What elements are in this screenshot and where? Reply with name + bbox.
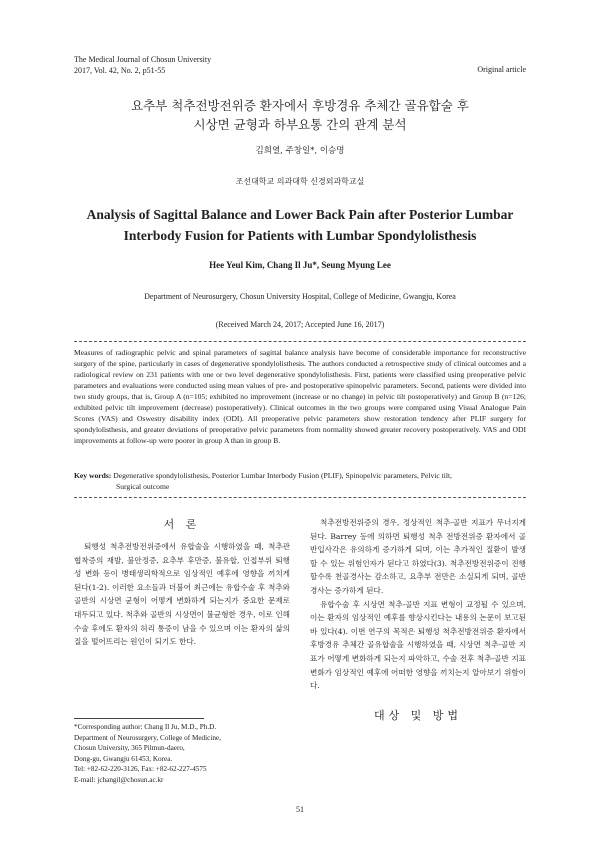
page-number: 51 [296,805,304,814]
article-type: Original article [477,65,526,74]
footnote-line5: Tel: +82-62-220-3126, Fax: +82-62-227-4575 [74,765,207,774]
corresponding-author-footnote [74,722,221,786]
intro-heading: 서 론 [163,518,201,531]
received-dates: (Received March 24, 2017; Accepted June 16, 2017) [215,320,385,329]
intro-paragraph-3: 유합수술 후 시상면 척추-골반 지표 변형이 교정될 수 있으며, 이는 환자의 임상적인 예후를 향상시킨다는 내용의 논문이 보고된바 있다(4). 이번 연구의 목적은 퇴행성 척추전방전위증 환자에서 후방경유 추체간 골유합술을 시행하였을 때, 시상면 척추-골반 지표가 어떻게 변화하게 되는지 파악하고, 수술 전후 척추-골반 지표 변화가 임상적인 예후에 어떠한 영향을 끼치는지 알아보기 위함이다. [310,599,526,691]
footnote-line2: Department of Neurosurgery, College of Medicine, [74,733,221,742]
journal-name: The Medical Journal of Chosun University [74,55,212,64]
english-title-line2: Interbody Fusion for Patients with Lumbar Spondylolisthesis [123,228,477,243]
abstract-top-divider [74,341,526,342]
korean-department: 조선대학교 의과대학 신경외과학교실 [235,177,365,186]
footnote-divider [74,718,204,719]
footnote-line4: Dong-gu, Gwangju 61453, Korea. [74,754,173,763]
footnote-line1: *Corresponding author: Chang Il Ju, M.D., Ph.D. [74,723,217,731]
journal-volume: 2017, Vol. 42, No. 2, p51-55 [74,66,166,75]
footnote-line6: E-mail: jchangil@chosun.ac.kr [74,775,164,784]
keywords [74,470,526,492]
abstract-bottom-divider [74,497,526,498]
english-authors: Hee Yeul Kim, Chang Il Ju*, Seung Myung Lee [209,260,391,270]
english-title-line1: Analysis of Sagittal Balance and Lower Back Pain after Posterior Lumbar [86,207,514,222]
korean-title-line1: 요추부 척추전방전위증 환자에서 후방경유 추체간 골유합술 후 [131,98,469,113]
footnote-line3: Chosun University, 365 Pilmun-daero, [74,744,185,753]
right-column [310,516,526,723]
keywords-line1: Degenerative spondylolisthesis, Posterior Lumbar Interbody Fusion (PLIF), Spinopelvic parameters, Pelvic tilt, [113,471,452,480]
journal-info [74,54,211,76]
korean-authors: 김희열, 주창일*, 이승명 [255,146,345,156]
english-department: Department of Neurosurgery, Chosun University Hospital, College of Medicine, Gwangju, Korea [144,292,456,301]
korean-title [40,96,560,134]
keywords-line2: Surgical outcome [116,482,170,491]
left-column [74,516,290,649]
english-title [40,204,560,246]
korean-title-line2: 시상면 균형과 하부요통 간의 관계 분석 [193,117,407,132]
intro-paragraph-1: 퇴행성 척추전방전위증에서 유합술을 시행하였을 때, 척추관 협착증의 재발, 불안정증, 요추부 후만증, 불유합, 인접부위 퇴행성 변화 등이 병태생리학적으로 임상적인 예후에 영향을 끼치게 된다(1-2). 이러한 요소들과 더불어 최근에는 유합수술 후 척추와 골반의 시상면 균형이 어떻게 변화하게 되는지가 중요한 문제로 대두되고 있다. 척추와 골반의 시상면이 불균형한 경우, 이로 인해 수술 후에도 환자의 허리 통증이 남을 수 있으며 이는 환자의 삶의 질을 떨어뜨리는 원인이 되기도 한다. [74,542,290,647]
methods-heading: 대상 및 방법 [373,708,463,722]
abstract-text: Measures of radiographic pelvic and spinal parameters of sagittal balance analysis have become of considerable importance for reconstructive surgery of the spine, particularly in cases of degenerative spondylolisthesis. The authors conducted a retrospective study of clinical outcomes and a radiological review on 231 patients with one or two level degenerative spondylolisthesis. First, patients were classified using preoperative pelvic parameters and evaluations were conducted using mean values of pre- and postoperative spinopelvic parameters. Second, patients were divided into two study groups, that is, Group A (n=105; exhibited no improvement (increase or no change) in pelvic tilt postoperatively) and Group B (n=126; exhibited pelvic tilt improvement (decrease) postoperatively). Clinical outcomes in the two groups were compared using Visual Analogue Pain Scores (VAS) and Oswestry disability index (ODI). All preoperative pelvic parameters show restoration tendency after PLIF surgery for spondylolisthesis, and greater deviations of preoperative pelvic parameters from normality showed greater recovery postoperatively. VAS and ODI improvements at follow-up were poorer in group A than in group B. [74,348,526,445]
intro-paragraph-2: 척추전방전위증의 경우, 정상적인 척추-골반 지표가 무너지게 된다. Barrey 등에 의하면 퇴행성 척추 전방전위증 환자에서 골반입사각은 유의하게 증가하게 되며, 이는 추가적인 질환이 발생할 수 있는 위험인자가 된다고 하였다(3). 척추전방전위증이 진행할수록 천골경사는 감소하고, 요추부 전만은 소실되게 되며, 골반경사는 증가하게 된다. [310,518,526,595]
keywords-label: Key words: [74,471,112,480]
